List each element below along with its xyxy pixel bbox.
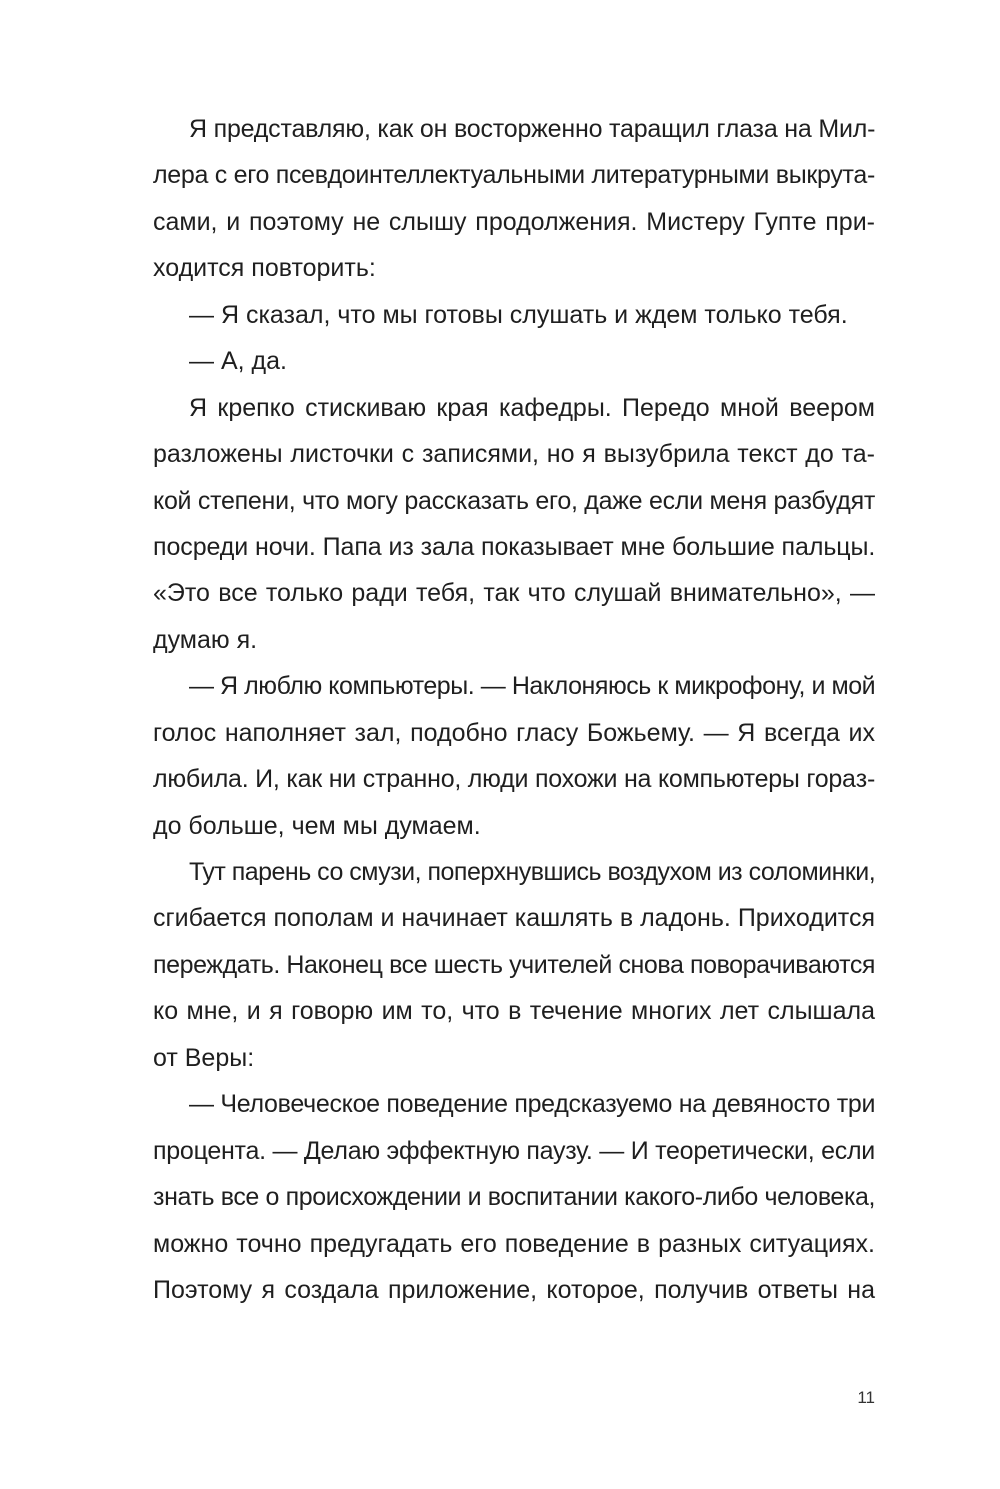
text-line: до больше, чем мы думаем. bbox=[153, 811, 481, 840]
text-line: — Я сказал, что мы готовы слушать и ждем только тебя. bbox=[189, 300, 848, 329]
text-line: ко мне, и я говорю им то, что в течение многих лет слышала bbox=[153, 997, 875, 1026]
text-line: — Человеческое поведение предсказуемо на девяносто три bbox=[189, 1090, 876, 1119]
text-line: лера с его псевдоинтеллектуальными литературными выкрута- bbox=[153, 161, 875, 190]
text-line: Поэтому я создала приложение, которое, получив ответы на bbox=[153, 1275, 875, 1304]
text-line: процента. — Делаю эффектную паузу. — И теоретически, если bbox=[153, 1136, 875, 1165]
text-line: можно точно предугадать его поведение в разных ситуациях. bbox=[153, 1229, 875, 1258]
text-line: ходится повторить: bbox=[153, 254, 376, 283]
text-line: Я представляю, как он восторженно таращил глаза на Мил- bbox=[189, 115, 876, 143]
text-line: разложены листочки с записями, но я вызубрила текст до та- bbox=[153, 440, 875, 469]
text-line: голос наполняет зал, подобно гласу Божьему. — Я всегда их bbox=[153, 718, 875, 747]
text-line: знать все о происхождении и воспитании какого-либо человека, bbox=[153, 1183, 876, 1212]
body-text bbox=[153, 106, 875, 1313]
text-line: — А, да. bbox=[189, 347, 287, 376]
text-line: «Это все только ради тебя, так что слушай внимательно», — bbox=[153, 579, 875, 608]
page-number: 11 bbox=[857, 1388, 875, 1407]
text-line: Тут парень со смузи, поперхнувшись воздухом из соломинки, bbox=[189, 858, 876, 886]
text-line: сами, и поэтому не слышу продолжения. Мистеру Гупте при- bbox=[153, 207, 875, 236]
text-line: сгибается пополам и начинает кашлять в ладонь. Приходится bbox=[153, 904, 875, 933]
text-line: посреди ночи. Папа из зала показывает мне большие пальцы. bbox=[153, 532, 876, 561]
text-line: переждать. Наконец все шесть учителей снова поворачиваются bbox=[153, 950, 876, 979]
text-line: — Я люблю компьютеры. — Наклоняюсь к микрофону, и мой bbox=[189, 672, 876, 701]
text-line: думаю я. bbox=[153, 625, 258, 654]
text-line: Я крепко стискиваю края кафедры. Передо мной веером bbox=[189, 393, 875, 422]
text-line: любила. И, как ни странно, люди похожи на компьютеры горaз- bbox=[153, 765, 876, 794]
text-line: от Веры: bbox=[153, 1043, 255, 1072]
text-line: кой степени, что могу рассказать его, даже если меня разбудят bbox=[153, 486, 875, 515]
